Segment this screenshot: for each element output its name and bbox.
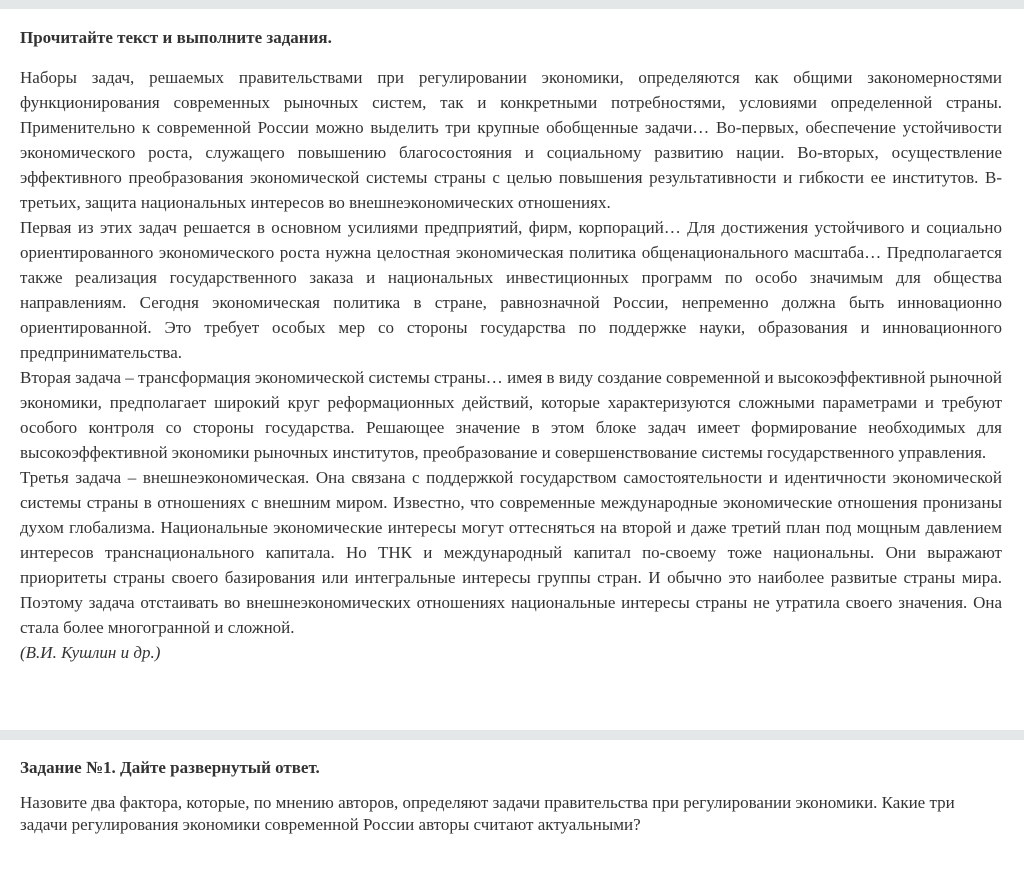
passage-paragraph-3: Вторая задача – трансформация экономической системы страны… имея в виду создание современной и высокоэффективной рыночной экономики, предполагает широкий круг реформационных действий, которые характеризуются сложными параметрами и требуют особого контроля со стороны государства. Решающее значение в этом блоке задач имеет формирование необходимых для высокоэффективной экономики рыночных институтов, преобразование и совершенствование системы государственного управления. [20, 368, 1002, 462]
passage-author: (В.И. Кушлин и др.) [20, 643, 161, 662]
top-divider [0, 0, 1024, 9]
task-question: Назовите два фактора, которые, по мнению авторов, определяют задачи правительства при регулировании экономики. Какие три задачи регулирования экономики современной России авторы считают актуальными? [20, 793, 955, 834]
reading-section [20, 26, 1002, 665]
reading-instruction: Прочитайте текст и выполните задания. [20, 28, 332, 47]
task-heading: Задание №1. Дайте развернутый ответ. [20, 758, 320, 777]
reading-passage [20, 65, 1002, 665]
task-section [20, 756, 1002, 853]
passage-paragraph-1: Наборы задач, решаемых правительствами при регулировании экономики, определяются как общими закономерностями функционирования современных рыночных систем, так и конкретными потребностями, условиями определенной страны. Применительно к современной России можно выделить три крупные обобщенные задачи… Во-первых, обеспечение устойчивости экономического роста, служащего повышению благосостояния и социальному развитию нации. Во-вторых, осуществление эффективного преобразования экономической системы страны с целью повышения результативности и гибкости ее институтов. В-третьих, защита национальных интересов во внешнеэкономических отношениях. [20, 68, 1002, 212]
section-divider [0, 730, 1024, 740]
passage-paragraph-4: Третья задача – внешнеэкономическая. Она связана с поддержкой государством самостоятельности и идентичности экономической системы страны в отношениях с внешним миром. Известно, что современные международные экономические отношения пронизаны духом глобализма. Национальные экономические интересы могут оттесняться на второй и даже третий план под мощным давлением интересов транснационального капитала. Но ТНК и международный капитал по-своему тоже национальны. Они выражают приоритеты страны своего базирования или интегральные интересы группы стран. И обычно это наиболее развитые страны мира. Поэтому задача отстаивать во внешнеэкономических отношениях национальные интересы страны не утратила своего значения. Она стала более многогранной и сложной. [20, 468, 1002, 637]
passage-paragraph-2: Первая из этих задач решается в основном усилиями предприятий, фирм, корпораций… Для достижения устойчивого и социально ориентированного экономического роста нужна целостная экономическая политика общенационального масштаба… Предполагается также реализация государственного заказа и национальных инвестиционных программ по особо значимым для общества направлениям. Сегодня экономическая политика в стране, равнозначной России, непременно должна быть инновационно ориентированной. Это требует особых мер со стороны государства по поддержке науки, образования и инновационного предпринимательства. [20, 218, 1002, 362]
